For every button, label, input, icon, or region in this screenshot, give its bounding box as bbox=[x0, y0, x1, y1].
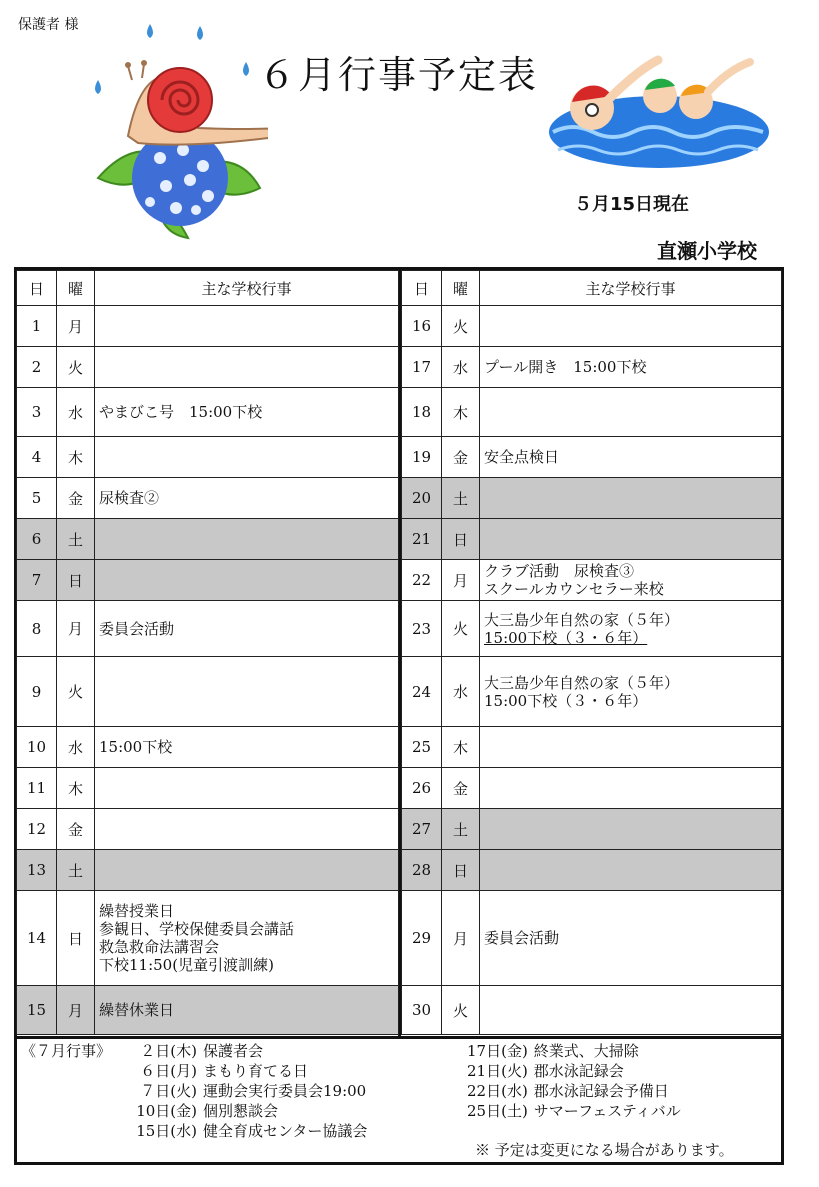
july-event-name: 保護者会 bbox=[203, 1042, 264, 1060]
table-row bbox=[402, 437, 782, 478]
table-row bbox=[402, 519, 782, 560]
event-cell bbox=[480, 809, 782, 850]
event-cell bbox=[95, 347, 399, 388]
event-cell bbox=[480, 850, 782, 891]
event-cell bbox=[480, 560, 782, 601]
weekday-cell: 月 bbox=[57, 306, 95, 347]
event-cell bbox=[95, 850, 399, 891]
event-cell bbox=[480, 478, 782, 519]
july-event-left bbox=[117, 1081, 366, 1101]
weekday-cell: 火 bbox=[442, 601, 480, 657]
weekday-cell: 日 bbox=[57, 891, 95, 986]
event-cell bbox=[95, 891, 399, 986]
weekday-cell: 水 bbox=[442, 347, 480, 388]
table-row bbox=[402, 347, 782, 388]
event-line: 15:00下校（３・６年） bbox=[484, 691, 648, 710]
event-cell bbox=[95, 560, 399, 601]
table-row bbox=[17, 478, 399, 519]
day-cell: 27 bbox=[402, 809, 442, 850]
event-cell bbox=[95, 306, 399, 347]
weekday-cell: 火 bbox=[442, 986, 480, 1035]
table-row bbox=[17, 601, 399, 657]
table-row bbox=[402, 891, 782, 986]
weekday-cell: 金 bbox=[57, 478, 95, 519]
day-cell: 7 bbox=[17, 560, 57, 601]
column-header-weekday: 曜 bbox=[57, 271, 95, 306]
day-cell: 4 bbox=[17, 437, 57, 478]
header-row bbox=[402, 271, 782, 306]
day-cell: 19 bbox=[402, 437, 442, 478]
july-event-name: 終業式、大掃除 bbox=[533, 1042, 639, 1060]
table-row bbox=[17, 850, 399, 891]
weekday-cell: 火 bbox=[57, 347, 95, 388]
weekday-cell: 月 bbox=[57, 986, 95, 1035]
day-cell: 18 bbox=[402, 388, 442, 437]
event-cell bbox=[480, 657, 782, 727]
weekday-cell: 水 bbox=[442, 657, 480, 727]
raindrop-icon bbox=[243, 62, 249, 76]
weekday-cell: 土 bbox=[442, 478, 480, 519]
day-cell: 26 bbox=[402, 768, 442, 809]
weekday-cell: 土 bbox=[442, 809, 480, 850]
table-row bbox=[17, 519, 399, 560]
day-cell: 17 bbox=[402, 347, 442, 388]
event-cell bbox=[95, 809, 399, 850]
school-name: 直瀬小学校 bbox=[657, 239, 757, 263]
event-cell bbox=[480, 891, 782, 986]
event-cell bbox=[480, 306, 782, 347]
table-row bbox=[402, 560, 782, 601]
raindrop-icon bbox=[197, 26, 203, 40]
july-event-right bbox=[467, 1061, 624, 1081]
weekday-cell: 木 bbox=[442, 727, 480, 768]
weekday-cell: 金 bbox=[57, 809, 95, 850]
day-cell: 29 bbox=[402, 891, 442, 986]
header-row bbox=[17, 271, 399, 306]
july-event-date: ６日(月) bbox=[140, 1062, 197, 1080]
event-line: 尿検査② bbox=[99, 489, 160, 507]
raindrop-icon bbox=[95, 80, 101, 94]
july-event-date: 17日(金) bbox=[467, 1042, 528, 1060]
table-row bbox=[17, 657, 399, 727]
event-line: 15:00下校 bbox=[99, 738, 173, 756]
weekday-cell: 土 bbox=[57, 519, 95, 560]
day-cell: 30 bbox=[402, 986, 442, 1035]
weekday-cell: 金 bbox=[442, 768, 480, 809]
event-line: 大三島少年自然の家（５年） bbox=[484, 610, 680, 629]
july-event-left bbox=[117, 1121, 367, 1141]
weekday-cell: 木 bbox=[57, 768, 95, 809]
day-cell: 22 bbox=[402, 560, 442, 601]
event-line: 繰替授業日 bbox=[99, 902, 175, 920]
day-cell: 14 bbox=[17, 891, 57, 986]
event-line: 15:00下校（３・６年） bbox=[484, 628, 648, 647]
weekday-cell: 金 bbox=[442, 437, 480, 478]
swimmers-illustration bbox=[548, 52, 770, 174]
weekday-cell: 木 bbox=[442, 388, 480, 437]
table-row bbox=[17, 306, 399, 347]
event-line: 救急救命法講習会 bbox=[99, 938, 220, 956]
day-cell: 1 bbox=[17, 306, 57, 347]
day-cell: 15 bbox=[17, 986, 57, 1035]
event-cell bbox=[95, 727, 399, 768]
event-cell bbox=[95, 478, 399, 519]
day-cell: 6 bbox=[17, 519, 57, 560]
event-cell bbox=[480, 986, 782, 1035]
day-cell: 5 bbox=[17, 478, 57, 519]
column-header-weekday: 曜 bbox=[442, 271, 480, 306]
weekday-cell: 水 bbox=[57, 388, 95, 437]
event-cell bbox=[95, 437, 399, 478]
july-event-left bbox=[117, 1041, 263, 1061]
july-event-name: 運動会実行委員会19:00 bbox=[203, 1082, 367, 1100]
table-row bbox=[17, 986, 399, 1035]
july-event-left bbox=[117, 1101, 278, 1121]
july-label: 《７月行事》 bbox=[21, 1042, 112, 1060]
event-cell bbox=[95, 986, 399, 1035]
table-row bbox=[402, 478, 782, 519]
table-row bbox=[402, 601, 782, 657]
event-cell bbox=[95, 657, 399, 727]
july-event-date: ２日(木) bbox=[140, 1042, 197, 1060]
event-cell bbox=[480, 768, 782, 809]
table-row bbox=[17, 560, 399, 601]
event-cell bbox=[480, 727, 782, 768]
weekday-cell: 火 bbox=[57, 657, 95, 727]
schedule-table-right bbox=[401, 270, 782, 1035]
column-header-event: 主な学校行事 bbox=[95, 271, 399, 306]
july-event-name: サマーフェスティバル bbox=[533, 1102, 681, 1120]
event-line: 安全点検日 bbox=[484, 448, 560, 466]
july-event-date: 25日(土) bbox=[467, 1102, 528, 1120]
event-cell bbox=[480, 601, 782, 657]
event-line: 参観日、学校保健委員会講話 bbox=[99, 920, 295, 938]
weekday-cell: 木 bbox=[57, 437, 95, 478]
weekday-cell: 日 bbox=[442, 519, 480, 560]
day-cell: 25 bbox=[402, 727, 442, 768]
as-of-date: ５月15日現在 bbox=[574, 194, 690, 215]
july-events-section bbox=[17, 1036, 781, 1165]
day-cell: 11 bbox=[17, 768, 57, 809]
july-event-name: 個別懇談会 bbox=[203, 1102, 279, 1120]
page-title: ６月行事予定表 bbox=[258, 53, 539, 97]
july-event-date: 15日(水) bbox=[136, 1122, 197, 1140]
event-line: 委員会活動 bbox=[484, 929, 560, 947]
table-row bbox=[402, 388, 782, 437]
weekday-cell: 月 bbox=[442, 560, 480, 601]
day-cell: 13 bbox=[17, 850, 57, 891]
day-cell: 9 bbox=[17, 657, 57, 727]
july-event-date: 21日(火) bbox=[467, 1062, 528, 1080]
event-cell bbox=[480, 388, 782, 437]
day-cell: 24 bbox=[402, 657, 442, 727]
table-row bbox=[17, 727, 399, 768]
table-row bbox=[402, 306, 782, 347]
table-row bbox=[17, 347, 399, 388]
table-row bbox=[402, 768, 782, 809]
july-event-date: 22日(水) bbox=[467, 1082, 528, 1100]
event-line: やまびこ号 15:00下校 bbox=[99, 403, 263, 421]
event-line: プール開き 15:00下校 bbox=[484, 358, 647, 376]
table-row bbox=[17, 891, 399, 986]
table-row bbox=[17, 437, 399, 478]
day-cell: 2 bbox=[17, 347, 57, 388]
day-cell: 23 bbox=[402, 601, 442, 657]
day-cell: 16 bbox=[402, 306, 442, 347]
event-line: 委員会活動 bbox=[99, 619, 175, 638]
july-event-name: まもり育てる日 bbox=[203, 1062, 309, 1080]
july-event-name: 郡水泳記録会予備日 bbox=[533, 1082, 669, 1100]
day-cell: 21 bbox=[402, 519, 442, 560]
table-row bbox=[402, 986, 782, 1035]
event-line: スクールカウンセラー来校 bbox=[484, 580, 664, 598]
weekday-cell: 月 bbox=[57, 601, 95, 657]
event-line: 大三島少年自然の家（５年） bbox=[484, 673, 680, 692]
column-header-day: 日 bbox=[402, 271, 442, 306]
event-cell bbox=[480, 519, 782, 560]
day-cell: 20 bbox=[402, 478, 442, 519]
snail-hydrangea-illustration bbox=[88, 18, 268, 246]
change-notice: ※ 予定は変更になる場合があります。 bbox=[475, 1141, 734, 1159]
july-event-right bbox=[467, 1041, 639, 1061]
july-event-right bbox=[467, 1081, 669, 1101]
event-cell bbox=[95, 519, 399, 560]
table-row bbox=[17, 768, 399, 809]
table-row bbox=[17, 388, 399, 437]
event-line: 下校11:50(児童引渡訓練) bbox=[99, 956, 274, 974]
table-row bbox=[402, 657, 782, 727]
weekday-cell: 日 bbox=[57, 560, 95, 601]
weekday-cell: 火 bbox=[442, 306, 480, 347]
july-event-date: ７日(火) bbox=[140, 1082, 197, 1100]
weekday-cell: 土 bbox=[57, 850, 95, 891]
day-cell: 8 bbox=[17, 601, 57, 657]
day-cell: 12 bbox=[17, 809, 57, 850]
addressee: 保護者 様 bbox=[18, 17, 79, 33]
schedule-table-left bbox=[16, 270, 399, 1035]
event-cell bbox=[95, 768, 399, 809]
event-cell bbox=[480, 347, 782, 388]
july-event-right bbox=[467, 1101, 681, 1121]
event-line: クラブ活動 尿検査③ bbox=[484, 562, 635, 580]
day-cell: 28 bbox=[402, 850, 442, 891]
column-header-event: 主な学校行事 bbox=[480, 271, 782, 306]
day-cell: 10 bbox=[17, 727, 57, 768]
july-event-date: 10日(金) bbox=[136, 1102, 197, 1120]
event-cell bbox=[480, 437, 782, 478]
weekday-cell: 月 bbox=[442, 891, 480, 986]
table-row bbox=[402, 850, 782, 891]
table-row bbox=[17, 809, 399, 850]
july-event-name: 郡水泳記録会 bbox=[533, 1062, 624, 1080]
table-row bbox=[402, 727, 782, 768]
event-cell bbox=[95, 601, 399, 657]
event-line: 繰替休業日 bbox=[99, 1001, 175, 1019]
july-event-left bbox=[117, 1061, 308, 1081]
july-event-name: 健全育成センター協議会 bbox=[203, 1122, 368, 1140]
weekday-cell: 日 bbox=[442, 850, 480, 891]
raindrop-icon bbox=[147, 24, 153, 38]
day-cell: 3 bbox=[17, 388, 57, 437]
table-row bbox=[402, 809, 782, 850]
column-header-day: 日 bbox=[17, 271, 57, 306]
weekday-cell: 水 bbox=[57, 727, 95, 768]
event-cell bbox=[95, 388, 399, 437]
